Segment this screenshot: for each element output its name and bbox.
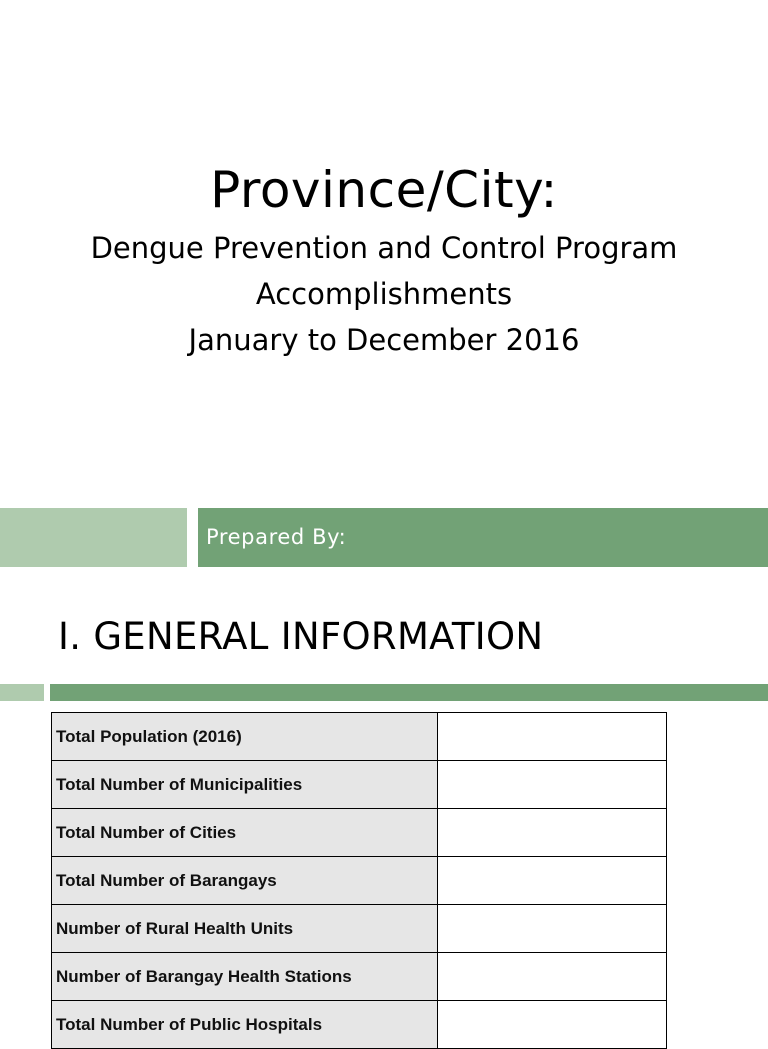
accent-band-light — [0, 508, 187, 567]
row-value-cell[interactable] — [438, 713, 667, 761]
row-label: Total Number of Cities — [52, 809, 438, 857]
general-information-table — [51, 712, 667, 1049]
row-value-cell[interactable] — [438, 857, 667, 905]
heading-underline-light — [0, 684, 44, 701]
heading-underline-dark — [50, 684, 768, 701]
row-label: Total Number of Barangays — [52, 857, 438, 905]
table-row — [52, 761, 667, 809]
slide-subtitle-line-2: Accomplishments — [255, 277, 513, 311]
row-label: Total Population (2016) — [52, 713, 438, 761]
row-label: Total Number of Public Hospitals — [52, 1001, 438, 1049]
slide-subtitle-line-3: January to December 2016 — [188, 323, 580, 357]
row-value-cell[interactable] — [438, 761, 667, 809]
row-label: Total Number of Municipalities — [52, 761, 438, 809]
slide-title: Province/City: — [210, 161, 558, 219]
table-row — [52, 953, 667, 1001]
table-row — [52, 1001, 667, 1049]
row-value-cell[interactable] — [438, 953, 667, 1001]
table-row — [52, 713, 667, 761]
table-row — [52, 905, 667, 953]
section-heading: I. GENERAL INFORMATION — [58, 615, 544, 658]
row-label: Number of Barangay Health Stations — [52, 953, 438, 1001]
table-row — [52, 857, 667, 905]
slide-subtitle-line-1: Dengue Prevention and Control Program — [90, 231, 678, 265]
table-row — [52, 809, 667, 857]
prepared-by-label: Prepared By: — [206, 525, 347, 549]
row-value-cell[interactable] — [438, 1001, 667, 1049]
row-value-cell[interactable] — [438, 905, 667, 953]
row-label: Number of Rural Health Units — [52, 905, 438, 953]
row-value-cell[interactable] — [438, 809, 667, 857]
